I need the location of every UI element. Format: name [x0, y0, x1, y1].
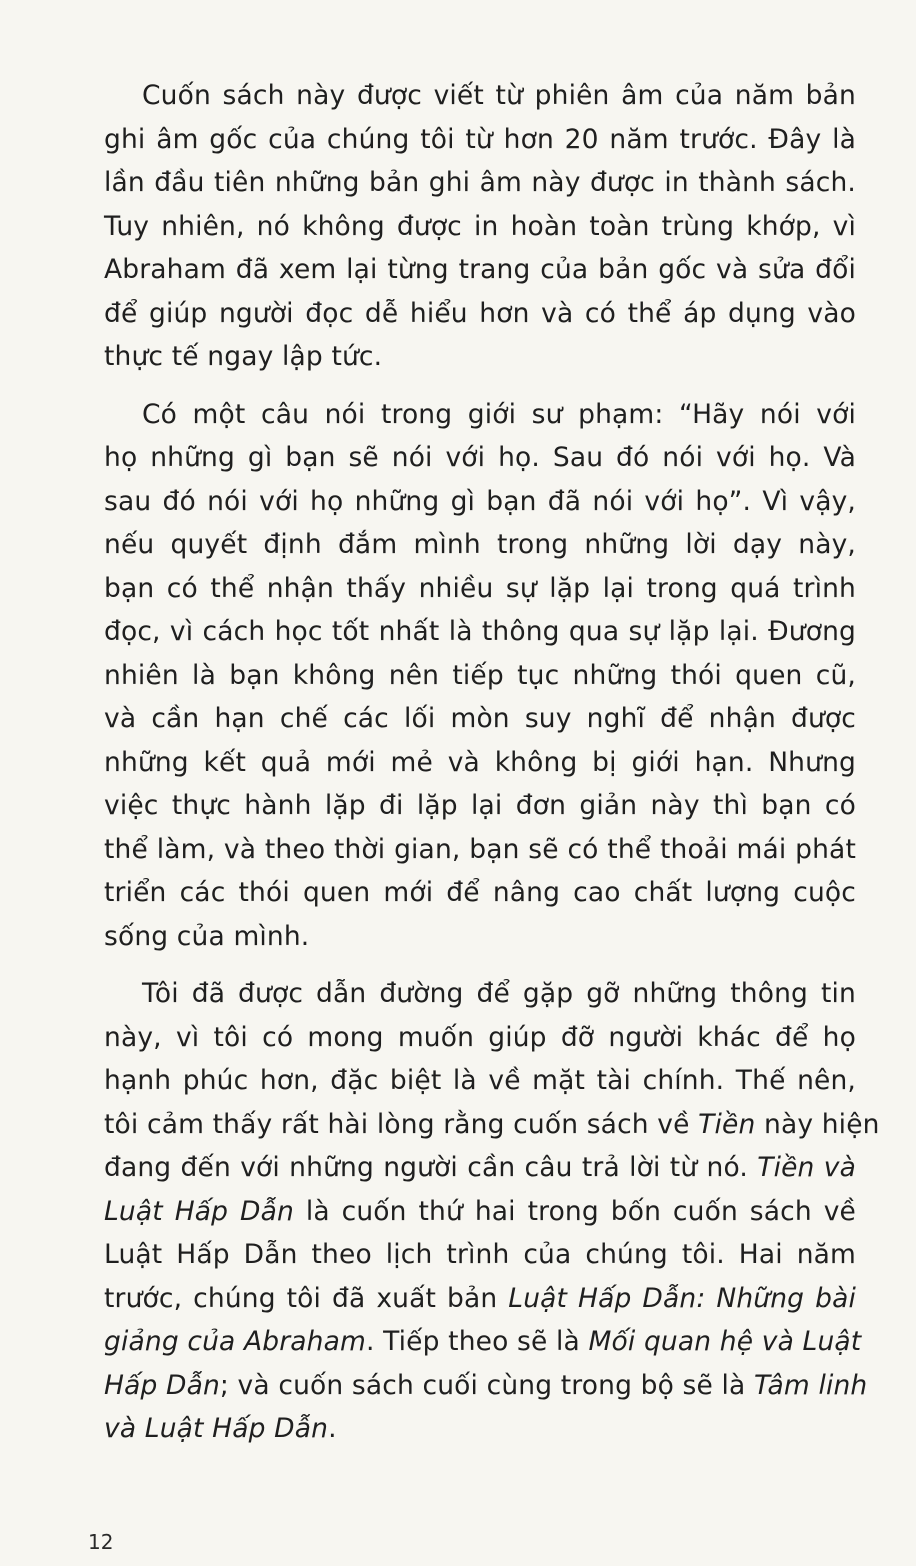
text-run: Tuy nhiên, nó không được in hoàn toàn trùng khớp, vì — [104, 210, 856, 242]
paragraph — [104, 74, 856, 379]
italic-title-text: Luật Hấp Dẫn: Những bài — [508, 1282, 856, 1314]
italic-title-text: Tiền và — [757, 1152, 856, 1183]
text-run: này hiện — [755, 1108, 880, 1140]
text-run: Có một câu nói trong giới sư phạm: “Hãy nói với — [142, 398, 856, 430]
text-run: Tôi đã được dẫn đường để gặp gỡ những thông tin — [142, 978, 856, 1009]
text-line — [104, 118, 856, 162]
text-run: đọc, vì cách học tốt nhất là thông qua sự lặp lại. Đương — [104, 616, 856, 647]
text-line — [104, 161, 856, 205]
text-run: là cuốn thứ hai trong bốn cuốn sách về — [293, 1195, 856, 1227]
text-line — [104, 567, 856, 611]
text-run: ghi âm gốc của chúng tôi từ hơn 20 năm trước. Đây là — [104, 123, 856, 155]
italic-title-text: Hấp Dẫn — [104, 1369, 220, 1401]
text-line — [104, 248, 856, 292]
text-run: lần đầu tiên những bản ghi âm này được in thành sách. — [104, 167, 856, 198]
text-line — [104, 972, 856, 1016]
text-line — [104, 784, 856, 828]
italic-title-text: Luật Hấp Dẫn — [104, 1195, 294, 1227]
text-line — [104, 828, 856, 872]
paragraph — [104, 393, 856, 959]
text-line — [104, 436, 856, 480]
text-line — [104, 74, 856, 118]
text-line — [104, 1407, 856, 1451]
paragraph — [104, 972, 880, 1451]
text-run: để giúp người đọc dễ hiểu hơn và có thể áp dụng vào — [104, 297, 856, 329]
text-line — [104, 915, 856, 959]
text-run: triển các thói quen mới để nâng cao chất lượng cuộc — [104, 877, 856, 908]
text-line — [104, 1233, 856, 1277]
text-line — [104, 1320, 862, 1364]
text-line — [104, 1103, 880, 1147]
text-line — [104, 523, 856, 567]
text-line — [104, 1059, 856, 1103]
italic-title-text: Tâm linh — [753, 1369, 868, 1401]
text-run: này, vì tôi có mong muốn giúp đỡ người khác để họ — [104, 1021, 856, 1053]
text-line — [104, 1190, 856, 1234]
text-line — [104, 1146, 856, 1190]
text-line — [104, 871, 856, 915]
text-line — [104, 292, 856, 336]
text-line — [104, 741, 856, 785]
italic-title-text: Tiền — [698, 1108, 756, 1140]
text-run: Abraham đã xem lại từng trang của bản gốc và sửa đổi — [104, 254, 856, 285]
text-line — [104, 1277, 856, 1321]
text-run: những kết quả mới mẻ và không bị giới hạn. Nhưng — [104, 746, 856, 778]
text-run: Cuốn sách này được viết từ phiên âm của năm bản — [142, 80, 856, 111]
text-run: sống của mình. — [104, 920, 310, 952]
text-run: thực tế ngay lập tức. — [104, 341, 383, 372]
text-run: ; và cuốn sách cuối cùng trong bộ sẽ là — [219, 1369, 754, 1401]
text-line — [104, 335, 856, 379]
text-run: sau đó nói với họ những gì bạn đã nói với họ”. Vì vậy, — [104, 485, 856, 517]
text-run: họ những gì bạn sẽ nói với họ. Sau đó nói với họ. Và — [104, 442, 856, 473]
text-line — [104, 610, 856, 654]
italic-title-text: Mối quan hệ và Luật — [588, 1326, 862, 1357]
page-number: 12 — [88, 1530, 114, 1554]
text-run: và cần hạn chế các lối mòn suy nghĩ để nhận được — [104, 703, 856, 734]
text-run: hạnh phúc hơn, đặc biệt là về mặt tài chính. Thế nên, — [104, 1065, 856, 1096]
text-run: trước, chúng tôi đã xuất bản — [104, 1282, 509, 1314]
text-run: thể làm, và theo thời gian, bạn sẽ có thể thoải mái phát — [104, 833, 856, 865]
text-line — [104, 697, 856, 741]
text-run: đang đến với những người cần câu trả lời từ nó. — [104, 1152, 758, 1183]
italic-title-text: và Luật Hấp Dẫn — [104, 1413, 329, 1444]
text-run: Luật Hấp Dẫn theo lịch trình của chúng tôi. Hai năm — [104, 1239, 856, 1270]
text-run: nhiên là bạn không nên tiếp tục những thói quen cũ, — [104, 659, 856, 691]
text-run: bạn có thể nhận thấy nhiều sự lặp lại trong quá trình — [104, 572, 856, 604]
text-run: tôi cảm thấy rất hài lòng rằng cuốn sách về — [104, 1108, 699, 1140]
text-line — [104, 393, 856, 437]
text-line — [104, 1016, 856, 1060]
text-run: nếu quyết định đắm mình trong những lời dạy này, — [104, 529, 856, 560]
text-line — [104, 205, 856, 249]
text-run: việc thực hành lặp đi lặp lại đơn giản này thì bạn có — [104, 790, 856, 821]
text-line — [104, 654, 856, 698]
text-run: . — [328, 1413, 337, 1444]
italic-title-text: giảng của Abraham — [104, 1326, 366, 1357]
text-line — [104, 1364, 868, 1408]
body-text — [104, 74, 880, 1465]
text-run: . Tiếp theo sẽ là — [365, 1326, 589, 1357]
text-line — [104, 480, 856, 524]
